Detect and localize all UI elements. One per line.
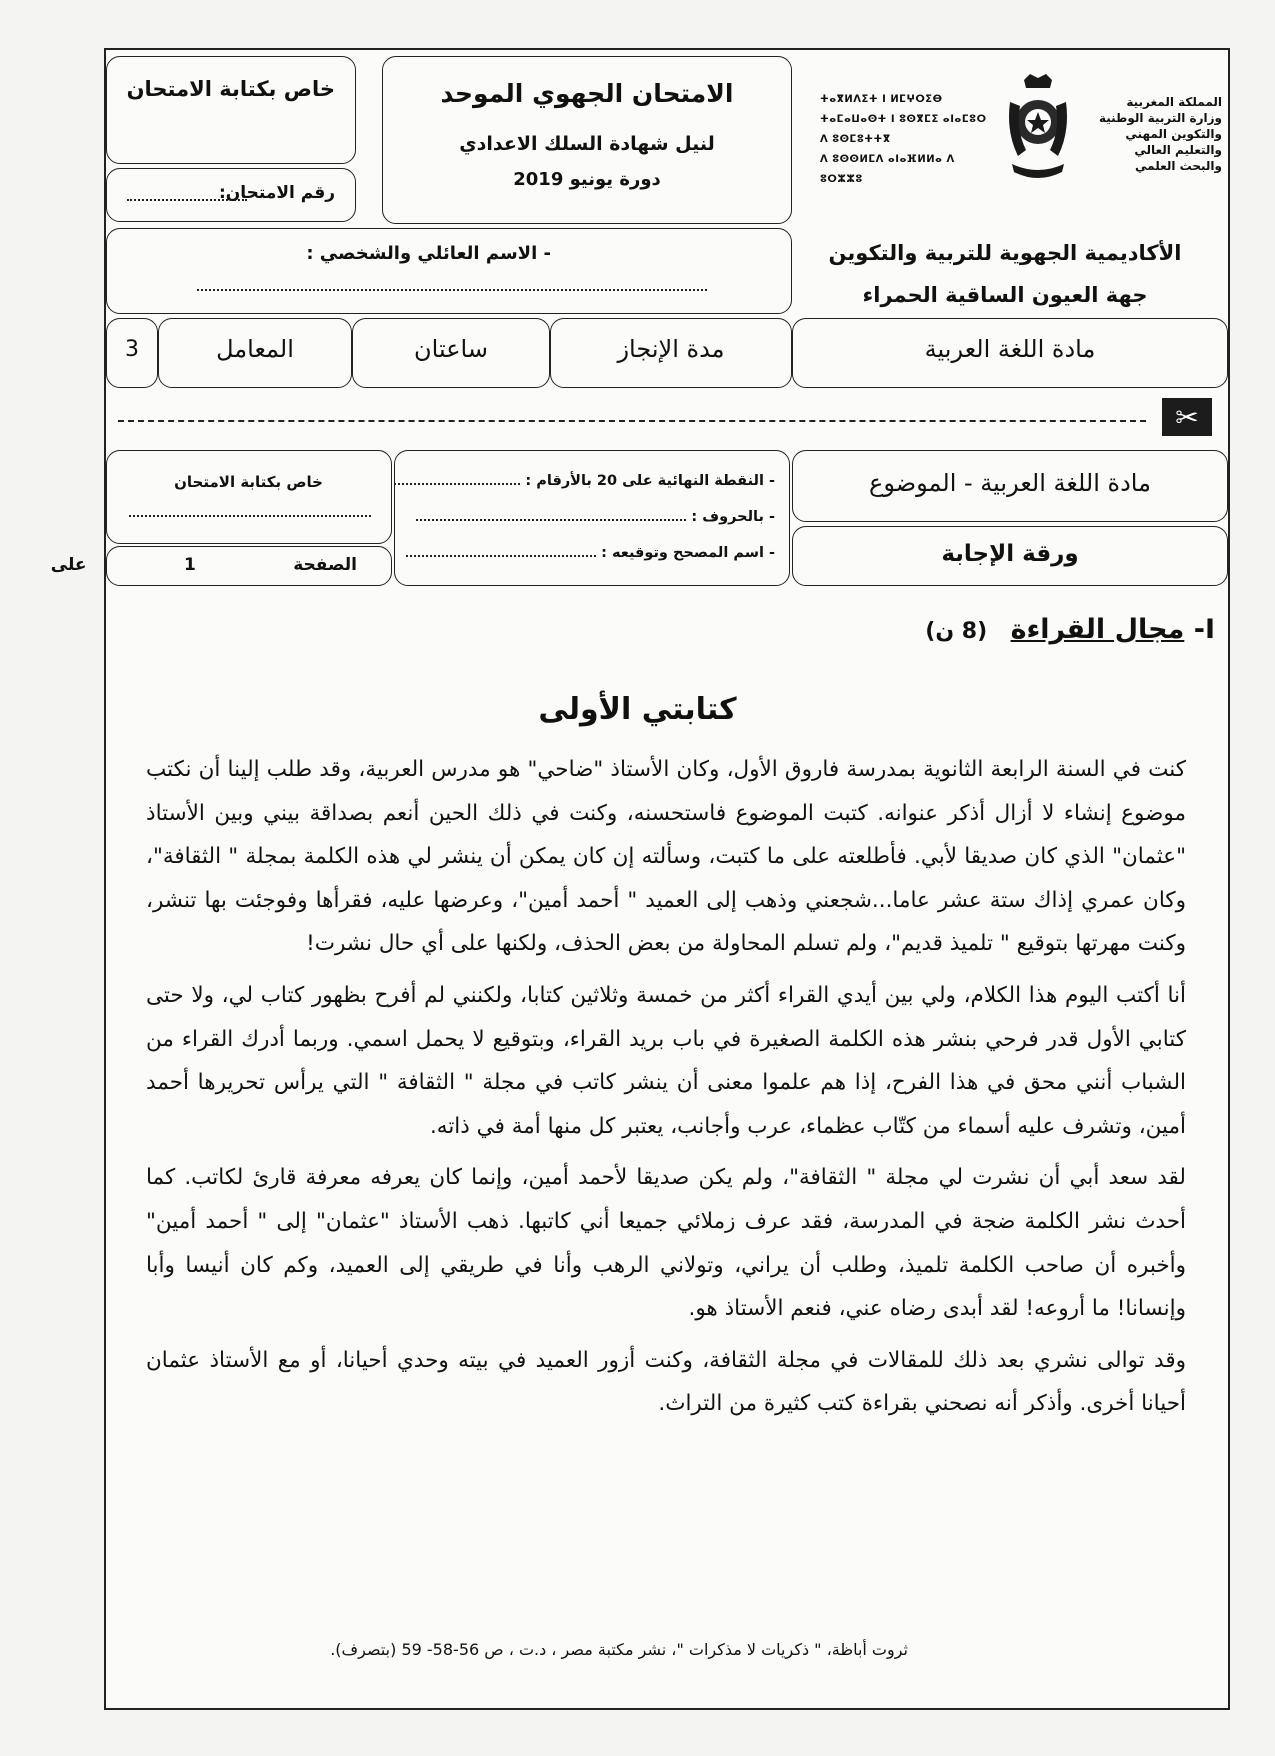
- score-box[interactable]: [394, 450, 790, 586]
- section-number: I-: [1193, 614, 1215, 645]
- subject-topic: مادة اللغة العربية - الموضوع: [869, 469, 1151, 497]
- ministry-tf-line: ⴷ ⵓⵙⵎⵓⵜⵜⴳ: [820, 134, 891, 145]
- passage-paragraph: أنا أكتب اليوم هذا الكلام، ولي بين أيدي القراء أكثر من خمسة وثلاثين كتابا، ولكنني لم أفرح بظهور كتاب لي، ولا حتى كتابي الأول قدر فرحي بنشر هذه الكلمة الصغيرة في باب بريد القراء، وبتوقيع لا يحمل اسمي. وربما أدرك القراء من الشباب أنني محق في هذا الفرح، إذا هم علموا معنى أن ينشر كاتب في مجلة " الثقافة " التي يرأس تحريرها أحمد أمين، وتشرف عليه أسماء من كتّاب عظماء، عرب وأجانب، يعتبر كل منها أمة في ذاته.: [146, 982, 1186, 1139]
- section-title: مجال القراءة: [1010, 614, 1185, 645]
- reserved-label: خاص بكتابة الامتحان: [126, 77, 335, 101]
- reserved-box-top: [106, 56, 356, 164]
- duration-label-cell: [550, 318, 792, 388]
- exam-number-field[interactable]: [127, 199, 247, 201]
- ministry-line: وزارة التربية الوطنية: [1098, 111, 1222, 125]
- moroccan-emblem-icon: [1004, 72, 1072, 184]
- corrector-row[interactable]: [406, 545, 775, 561]
- coefficient-label-cell: [158, 318, 352, 388]
- ministry-name-arabic: [1090, 94, 1222, 174]
- candidate-name-label: - الاسم العائلي والشخصي :: [306, 243, 551, 264]
- candidate-name-field[interactable]: [197, 289, 707, 291]
- reading-section-heading: [925, 614, 1215, 645]
- exam-session: دورة يونيو 2019: [513, 169, 661, 190]
- passage-paragraph: كنت في السنة الرابعة الثانوية بمدرسة فاروق الأول، وكان الأستاذ "ضاحي" هو مدرس العربية، وقد طلب إلينا أن نكتب موضوع إنشاء لا أزال أذكر عنوانه. كتبت الموضوع فاستحسنه، وكنت في ذلك الحين أنعم بصداقة بيني وبين الأستاذ "عثمان" الذي كان صديقا لأبي. فأطلعته على ما كتبت، وسألته إن كان يمكن أن ينشر لي هذه الكلمة بمجلة " الثقافة"، وكان عمري إذاك ستة عشر عاما...شجعني وذهب إلى العميد " أحمد أمين"، وعرضها عليه، فقرأها وفوجئت بها تنشر، وكنت مهرتها بتوقيع " تلميذ قديم"، ولم تسلم المحاولة من بعض الحذف، ولكنها على أي حال نشرت!: [146, 757, 1186, 957]
- exam-title-box: [382, 56, 792, 224]
- reserved-box-answer: [106, 450, 392, 544]
- coefficient-value-cell: [106, 318, 158, 388]
- passage-paragraph: وقد توالى نشري بعد ذلك للمقالات في مجلة الثقافة، وكنت أزور العميد في بيته وحدي أحيانا، أو مع الأستاذ عثمان أحيانا أخرى. وأذكر أنه نصحني بقراءة كتب كثيرة من التراث.: [146, 1347, 1186, 1417]
- coefficient-value: 3: [125, 337, 139, 362]
- cut-line: [118, 420, 1146, 422]
- ministry-tf-line: ⵜⴰⴳⵍⴷⵉⵜ ⵏ ⵍⵎⵖⵔⵉⴱ: [820, 94, 943, 105]
- subject-cell: [792, 318, 1228, 388]
- candidate-name-box[interactable]: [106, 228, 792, 314]
- exam-title: الامتحان الجهوي الموحد: [440, 79, 734, 108]
- corrector-field[interactable]: [406, 555, 596, 557]
- duration-value-cell: [352, 318, 550, 388]
- duration-value: ساعتان: [414, 335, 488, 363]
- duration-label: مدة الإنجاز: [617, 335, 725, 363]
- exam-number-box[interactable]: [106, 168, 356, 222]
- subject-topic-cell: [792, 450, 1228, 522]
- exam-purpose: لنيل شهادة السلك الاعدادي: [459, 133, 715, 155]
- section-points: (8 ن): [925, 619, 988, 644]
- in-letters-field[interactable]: [416, 519, 686, 521]
- ministry-name-tifinagh: [820, 90, 992, 190]
- ministry-tf-line: ⴷ ⵓⵙⵙⵍⵎⴷ ⴰⵏⴰⴼⵍⵍⴰ ⴷ ⵓⵔⵣⵣⵓ: [820, 154, 955, 185]
- passage-source: ثروت أباظة، " ذكريات لا مذكرات "، نشر مكتبة مصر ، د.ت ، ص 56-58- 59 (بتصرف).: [330, 1640, 908, 1659]
- scissors-icon: ✂: [1162, 398, 1212, 436]
- academy-name: الأكاديمية الجهوية للتربية والتكوين: [828, 241, 1182, 265]
- ministry-tf-line: ⵜⴰⵎⴰⵡⴰⵙⵜ ⵏ ⵓⵙⴳⵎⵉ ⴰⵏⴰⵎⵓⵔ: [820, 114, 987, 125]
- subject-label: مادة اللغة العربية: [924, 335, 1096, 363]
- page-of: على: [50, 555, 87, 575]
- ministry-line: المملكة المغربية: [1126, 95, 1222, 109]
- exam-number-label: رقم الامتحان:: [218, 183, 335, 203]
- page-number-box: [50, 546, 392, 586]
- academy-block: [820, 232, 1190, 316]
- page-label: الصفحة: [293, 555, 357, 575]
- reading-passage: [146, 748, 1186, 1426]
- answer-sheet-cell: [792, 526, 1228, 586]
- coefficient-label: المعامل: [216, 335, 294, 363]
- final-score-row[interactable]: [390, 473, 775, 489]
- answer-sheet-label: ورقة الإجابة: [941, 541, 1079, 567]
- in-letters-row[interactable]: [416, 509, 775, 525]
- page-current: 1: [183, 555, 196, 575]
- final-score-field[interactable]: [390, 483, 520, 485]
- text-title: كتابتي الأولى: [538, 692, 737, 727]
- passage-paragraph: لقد سعد أبي أن نشرت لي مجلة " الثقافة"، ولم يكن صديقا لأحمد أمين، وإنما كان يعرفه معرفة قارئ لكاتب. كما أحدث نشر الكلمة ضجة في المدرسة، فقد عرف زملائي جميعا أني كاتبها. ذهب الأستاذ "عثمان" إلى " أحمد أمين" وأخبره أن صاحب الكلمة تلميذ، وطلب أن يراني، وتولاني الرهب وأنا في طريقي إلى العميد، وكم كان أنيسا وأبا وإنسانا! ما أروعه! لقد أبدى رضاه عني، فنعم الأستاذ هو.: [146, 1165, 1186, 1322]
- page-number: [0, 555, 357, 575]
- ministry-line: والتعليم العالي والبحث العلمي: [1134, 143, 1222, 173]
- in-letters-label: - بالحروف :: [691, 509, 775, 525]
- corrector-label: - اسم المصحح وتوقيعه :: [601, 545, 775, 561]
- ministry-line: والتكوين المهني: [1125, 127, 1222, 141]
- reserved-answer-dotted-line: [129, 515, 371, 517]
- region-name: جهة العيون الساقية الحمراء: [862, 283, 1148, 307]
- final-score-label: - النقطة النهائية على 20 بالأرقام :: [525, 473, 775, 489]
- reserved-label-answer: خاص بكتابة الامتحان: [174, 473, 323, 491]
